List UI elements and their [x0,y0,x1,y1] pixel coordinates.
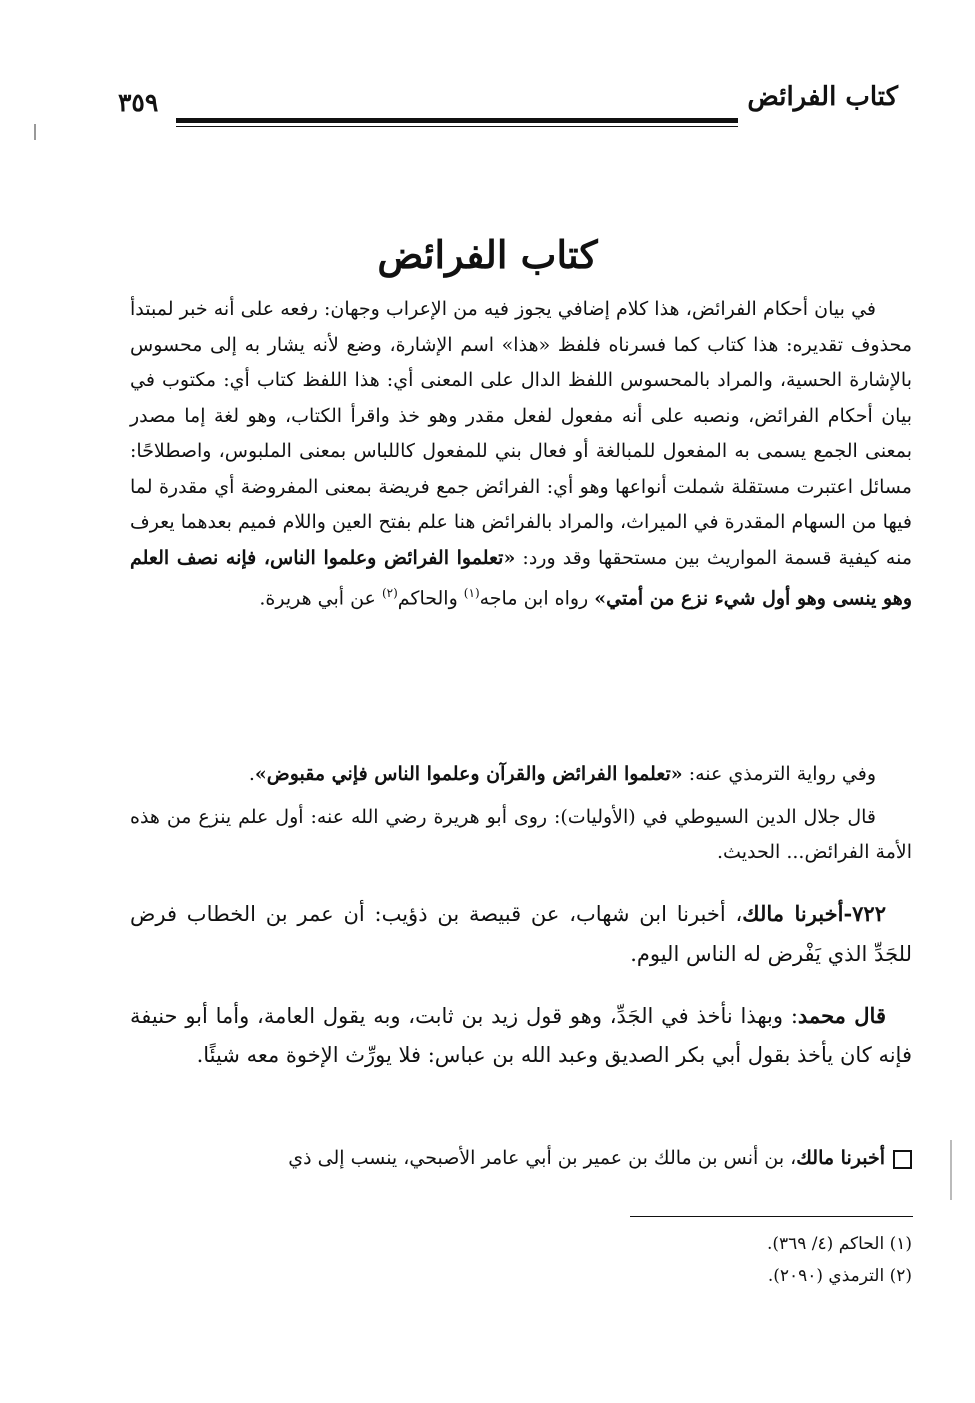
paragraph-text: عن أبي هريرة. [259,587,382,610]
paragraph-text: في بيان أحكام الفرائض، هذا كلام إضافي يجوز فيه من الإعراب وجهان: رفعه على أنه خبر لمبتدأ محذوف تقديره: هذا كتاب كما فسرناه فلفظ «هذا» اسم الإشارة، وضع لأنه يشار به إلى محسوس بالإشارة الحسية، والمراد بالمحسوس اللفظ الدال على المعنى أي: هذا اللفظ كتاب أي: مكتوب في بيان أحكام الفرائض، ونصبه على أنه مفعول لفعل مقدر وهو خذ واقرأ الكتاب، وهو لغة إما مصدر بمعنى الجمع يسمى به المفعول للمبالغة أو فعال بني للمفعول كاللباس بمعنى الملبوس، واصطلاحًا: مسائل اعتبرت مستقلة شملت أنواعها وهو أي: الفرائض جمع فريضة بمعنى المفروضة أي مقدرة لما فيها من السهام المقدرة في الميراث، والمراد بالفرائض هنا علم بفتح العين واللام فميم بعدهما يعرف منه كيفية قسمة المواريث بين مستحقها وقد ورد: [130,298,913,569]
page-header [118,82,898,130]
paragraph-text: ، أخبرنا ابن شهاب، عن قبيصة بن ذؤيب: أن عمر بن الخطاب فرض للجَدِّ الذي يَفْرض له الناس اليوم. [130,902,912,966]
paragraph-text: وفي رواية الترمذي عنه: [682,763,876,785]
scan-margin-mark [34,124,36,140]
hadith-number: ٧٢٢- [843,901,886,926]
commentary-entry [130,1140,912,1176]
footnote-ref[interactable]: (١) [463,586,480,600]
hadith-quote: «تعلموا الفرائض والقرآن وعلموا الناس فإني مقبوض» [254,763,683,785]
paragraph-text: رواه ابن ماجه [479,587,595,610]
speaker-lead: قال محمد [797,1003,886,1028]
footnote-divider [630,1216,913,1217]
paragraph-tirmidhi [130,757,912,791]
paragraph-suyuti: قال جلال الدين السيوطي في (الأوليات): روى أبو هريرة رضي الله عنه: أول علم ينزع من هذه الأمة الفرائض... الحديث. [130,806,912,863]
narrator-lead: أخبرنا مالك [796,1147,885,1169]
hadith-quote: «تعلموا الفرائض وعلموا الناس، فإنه نصف العلم وهو ينسى وهو أول شيء نزع من أمتي» [130,546,912,610]
footnotes [560,1228,912,1292]
footnote-ref[interactable]: (٢) [381,586,398,600]
paragraph-muhammad [130,996,912,1075]
paragraph-intro [130,292,912,617]
running-title: كتاب الفرائض [747,82,898,112]
chapter-title: كتاب الفرائض [377,232,598,277]
footnote-item: (٢) الترمذي (٢٠٩٠). [767,1266,912,1286]
hadith-entry-722 [130,894,912,974]
square-marker-icon [893,1150,912,1169]
header-rule [176,118,738,127]
page-number: ٣٥٩ [118,88,159,117]
footnote-item: (١) الحاكم (٤/ ٣٦٩). [766,1234,912,1254]
paragraph-text: والحاكم [397,587,464,610]
paragraph-text: : وبهذا نأخذ في الجَدِّ، وهو قول زيد بن ثابت، وبه يقول العامة، وأما أبو حنيفة فإنه كان يأخذ بقول أبي بكر الصديق وعبد الله بن عباس: فلا يورِّث الإخوة معه شيئًا. [130,1004,912,1067]
scan-margin-mark [950,1140,952,1200]
narrator-lead: أخبرنا مالك [742,901,844,926]
paragraph-text: . [248,763,255,785]
paragraph-text: ، بن أنس بن مالك بن عمير بن أبي عامر الأصبحي، ينسب إلى ذي [288,1147,797,1169]
